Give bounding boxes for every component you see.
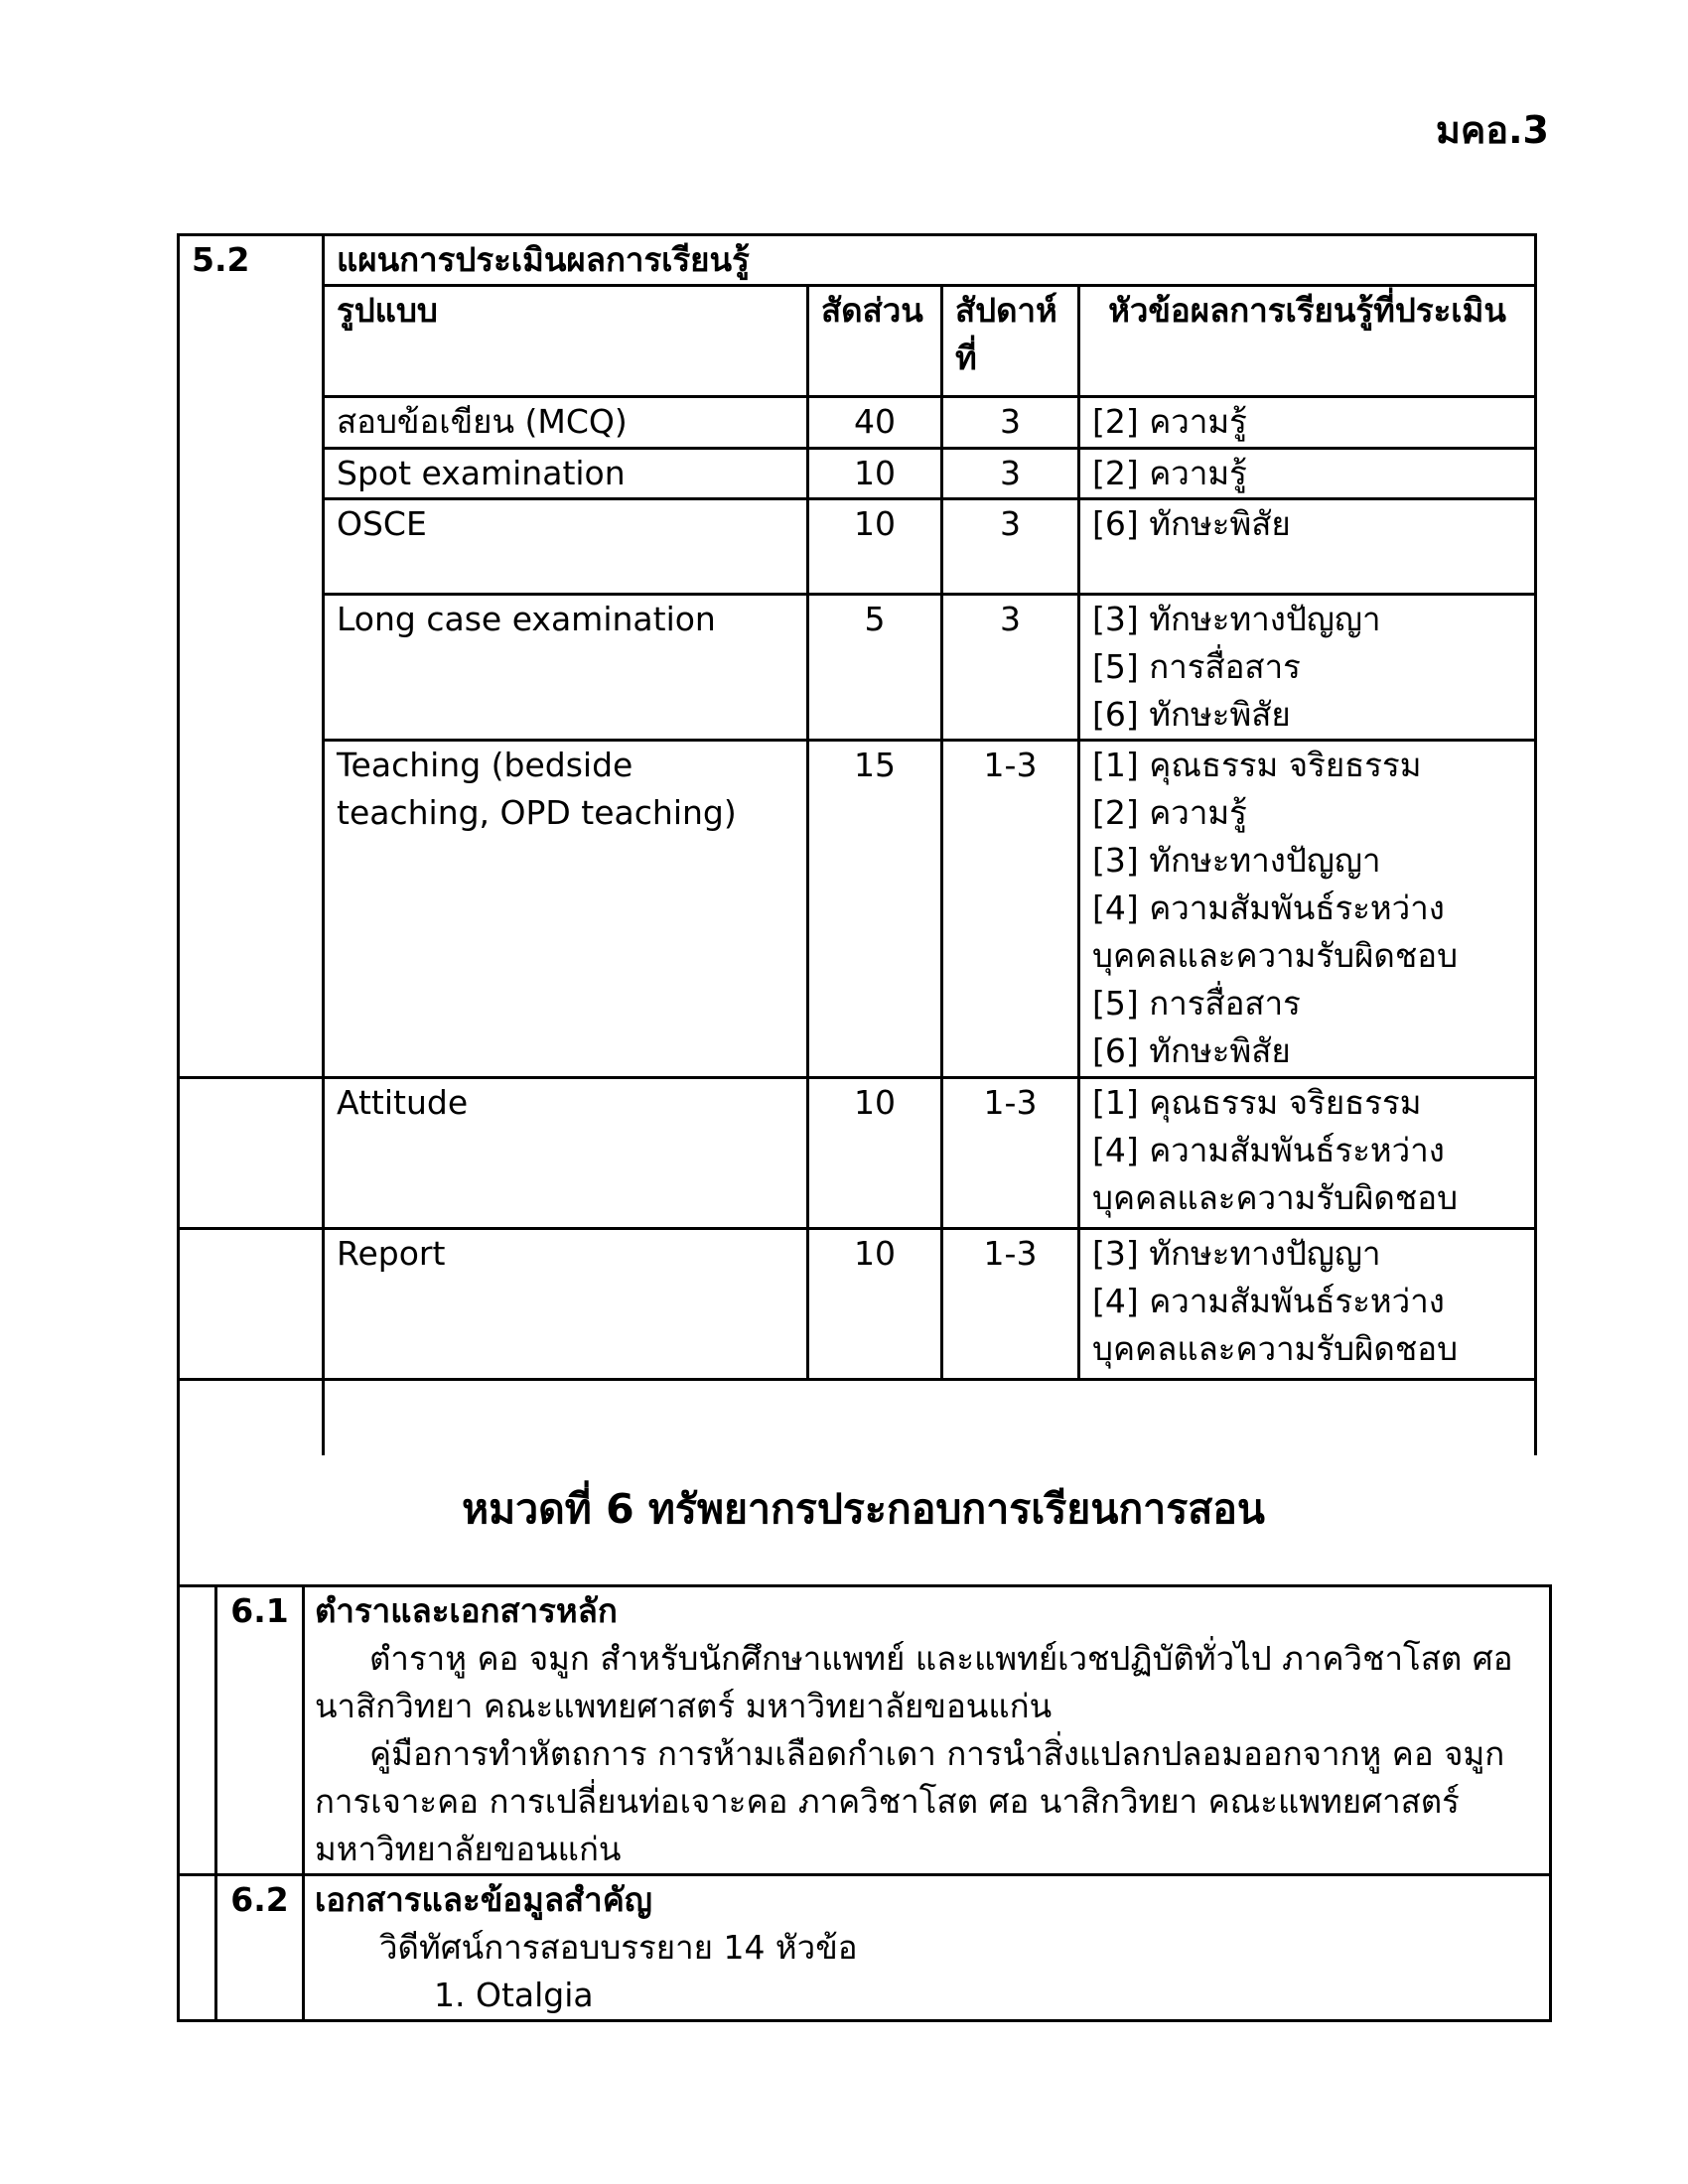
outcome-line: [4] ความสัมพันธ์ระหว่างบุคคลและความรับผิดชอบ bbox=[1092, 888, 1459, 975]
section-6-title: หมวดที่ 6 ทรัพยากรประกอบการเรียนการสอน bbox=[462, 1485, 1265, 1533]
section-title: เอกสารและข้อมูลสำคัญ bbox=[315, 1880, 652, 1919]
table-row-6-1 bbox=[179, 1586, 1551, 1875]
section-number: 6.2 bbox=[216, 1875, 304, 2021]
table-row bbox=[179, 1229, 1536, 1380]
week-cell: 1-3 bbox=[942, 1229, 1079, 1380]
proportion-cell: 10 bbox=[808, 1229, 942, 1380]
format-cell: สอบข้อเขียน (MCQ) bbox=[324, 397, 808, 449]
week-cell: 3 bbox=[942, 595, 1079, 741]
proportion-cell: 40 bbox=[808, 397, 942, 449]
outcome-cell bbox=[1079, 449, 1536, 499]
week-cell: 1-3 bbox=[942, 1078, 1079, 1229]
format-cell: Report bbox=[324, 1229, 808, 1380]
table-row bbox=[179, 1078, 1536, 1229]
outcome-cell bbox=[1079, 741, 1536, 1078]
table-row bbox=[179, 397, 1536, 449]
outcome-line: [6] ทักษะพิสัย bbox=[1092, 695, 1291, 734]
outcome-cell bbox=[1079, 499, 1536, 595]
outcome-line: [4] ความสัมพันธ์ระหว่างบุคคลและความรับผิดชอบ bbox=[1092, 1282, 1459, 1368]
col-header-proportion: สัดส่วน bbox=[808, 286, 942, 397]
proportion-cell: 15 bbox=[808, 741, 942, 1078]
format-cell: Teaching (bedside teaching, OPD teaching) bbox=[324, 741, 808, 1078]
table-row bbox=[179, 499, 1536, 595]
col-header-outcomes: หัวข้อผลการเรียนรู้ที่ประเมิน bbox=[1079, 286, 1536, 397]
table-header-row bbox=[179, 286, 1536, 397]
proportion-cell: 10 bbox=[808, 499, 942, 595]
outcome-line: [3] ทักษะทางปัญญา bbox=[1092, 600, 1381, 638]
assessment-plan-table bbox=[177, 233, 1537, 1455]
outcome-line: [3] ทักษะทางปัญญา bbox=[1092, 1234, 1381, 1273]
outcome-line: [2] ความรู้ bbox=[1092, 402, 1247, 441]
outcome-line: [6] ทักษะพิสัย bbox=[1092, 1031, 1291, 1070]
outcome-line: [5] การสื่อสาร bbox=[1092, 647, 1301, 686]
outcome-cell bbox=[1079, 595, 1536, 741]
format-cell: Attitude bbox=[324, 1078, 808, 1229]
week-cell: 3 bbox=[942, 397, 1079, 449]
table-row bbox=[179, 595, 1536, 741]
section-title: แผนการประเมินผลการเรียนรู้ bbox=[324, 235, 1536, 286]
list-item: 1. Otalgia bbox=[434, 1976, 594, 2014]
section-title: ตำราและเอกสารหลัก bbox=[315, 1591, 618, 1630]
format-cell: OSCE bbox=[324, 499, 808, 595]
table-row-6-2 bbox=[179, 1875, 1551, 2021]
week-cell: 3 bbox=[942, 449, 1079, 499]
document-code: มคอ.3 bbox=[1435, 108, 1549, 152]
col-header-format: รูปแบบ bbox=[324, 286, 808, 397]
paragraph: วิดีทัศน์การสอบบรรยาย 14 หัวข้อ bbox=[379, 1928, 858, 1967]
proportion-cell: 10 bbox=[808, 1078, 942, 1229]
section-6-1-content bbox=[304, 1586, 1551, 1875]
outcome-cell bbox=[1079, 1229, 1536, 1380]
outcome-line: [1] คุณธรรม จริยธรรม bbox=[1092, 746, 1422, 784]
section-number: 6.1 bbox=[216, 1586, 304, 1875]
proportion-cell: 5 bbox=[808, 595, 942, 741]
section-6-heading-block bbox=[177, 1447, 1547, 1586]
outcome-cell bbox=[1079, 1078, 1536, 1229]
outcome-line: [6] ทักษะพิสัย bbox=[1092, 504, 1291, 543]
outcome-line: [3] ทักษะทางปัญญา bbox=[1092, 841, 1381, 880]
section-6-2-content bbox=[304, 1875, 1551, 2021]
outcome-line: [1] คุณธรรม จริยธรรม bbox=[1092, 1083, 1422, 1122]
table-row bbox=[179, 449, 1536, 499]
format-cell: Spot examination bbox=[324, 449, 808, 499]
week-cell: 1-3 bbox=[942, 741, 1079, 1078]
section-5-2-title-row bbox=[179, 235, 1536, 286]
table-row bbox=[179, 741, 1536, 1078]
outcome-cell bbox=[1079, 397, 1536, 449]
proportion-cell: 10 bbox=[808, 449, 942, 499]
outcome-line: [2] ความรู้ bbox=[1092, 454, 1247, 492]
outcome-line: [5] การสื่อสาร bbox=[1092, 984, 1301, 1023]
format-cell: Long case examination bbox=[324, 595, 808, 741]
section-number: 5.2 bbox=[192, 240, 250, 279]
table-empty-row bbox=[179, 1380, 1536, 1455]
col-header-week: สัปดาห์ที่ bbox=[942, 286, 1079, 397]
paragraph: ตำราหู คอ จมูก สำหรับนักศึกษาแพทย์ และแพทย์เวชปฏิบัติทั่วไป ภาควิชาโสต ศอ นาสิกวิทยา คณะแพทยศาสตร์ มหาวิทยาลัยขอนแก่น bbox=[315, 1639, 1513, 1725]
resources-table bbox=[177, 1584, 1552, 2022]
outcome-line: [2] ความรู้ bbox=[1092, 793, 1247, 832]
week-cell: 3 bbox=[942, 499, 1079, 595]
outcome-line: [4] ความสัมพันธ์ระหว่างบุคคลและความรับผิดชอบ bbox=[1092, 1131, 1459, 1217]
paragraph: คู่มือการทำหัตถการ การห้ามเลือดกำเดา การนำสิ่งแปลกปลอมออกจากหู คอ จมูก การเจาะคอ การเปลี่ยนท่อเจาะคอ ภาควิชาโสต ศอ นาสิกวิทยา คณะแพทยศาสตร์ มหาวิทยาลัยขอนแก่น bbox=[315, 1734, 1505, 1868]
